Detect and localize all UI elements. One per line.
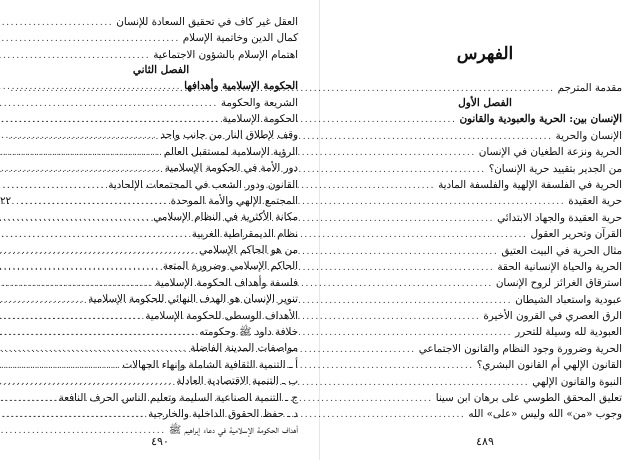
dot-leader (0, 31, 180, 47)
toc-entry[interactable] (348, 210, 622, 226)
toc-entry[interactable] (348, 341, 622, 357)
entry-title: د ـ حفظ الحقوق الداخلية والخارجية (148, 407, 298, 420)
entry-title: الحرية والحياة الإنسانية الحقة (497, 260, 622, 273)
toc-entry[interactable] (348, 177, 622, 193)
chapter-heading: الفصل الثاني (132, 64, 190, 77)
toc-entry[interactable] (24, 47, 298, 63)
entry-title: نظام الديمقراطية الغربية (191, 227, 298, 240)
entry-title: عبودية واستعباد الشيطان (515, 293, 622, 306)
entry-title: مثال الحرية في البيت العتيق (501, 244, 622, 257)
entry-title: الإنسان والحرية (555, 129, 622, 142)
entry-title: الرؤية الإسلامية لمستقبل العالم (163, 145, 298, 158)
entry-title: الحرية في الفلسفة الإلهية والفلسفة المادية (438, 178, 622, 191)
entry-title: وقف لإطلاق النار من جانب واحد (160, 129, 298, 142)
entry-title: تعليق المحقق الطوسي على برهان ابن سينا (435, 392, 622, 405)
entry-title: فلسفة وأهداف الحكومة الإسلامية (155, 276, 298, 289)
entry-title: كمال الدين وخاتمية الإسلام (182, 32, 298, 45)
dot-leader (21, 194, 565, 210)
entry-title: استرقاق الغرائز لروح الإنسان (495, 277, 622, 290)
entry-title: وجوب «من» الله وليس «على» الله (468, 408, 622, 421)
entry-title: الحكومة الإسلامية وأهدافها (184, 80, 298, 93)
entry-title: الرق العصري في القرون الأخيرة (483, 310, 622, 323)
toc-entry[interactable] (348, 161, 622, 177)
dot-leader (0, 358, 474, 374)
entry-title: الحكومة الإسلامية (222, 112, 298, 125)
entry-title: الحرية وضرورة وجود النظام والقانون الاجتماعي (418, 342, 622, 355)
dot-leader (10, 81, 554, 97)
entry-title: الأهداف الوسطى للحكومة الإسلامية (145, 309, 298, 322)
toc-entry[interactable] (348, 226, 622, 242)
entry-title: تنوير الإنسان هو الهدف النهائي للحكومة الإسلامية (88, 293, 298, 306)
toc-entry[interactable] (24, 14, 298, 30)
entry-title: ب ـ التنمية الاقتصادية العادلة (176, 375, 298, 388)
entry-title: الشريعة والحكومة (220, 96, 298, 109)
entry-title: العبودية لله وسيلة للتحرر (515, 326, 622, 339)
dot-leader (0, 309, 480, 325)
toc-entry[interactable] (348, 374, 622, 390)
entry-title: مكانة الأكثرية في النظام الإسلامي (153, 211, 298, 224)
page-number: ٤٨٩ (476, 435, 494, 448)
entry-title: ج ـ التنمية الصناعية السليمة وتعليم الناس الحرف النافعة (58, 391, 298, 404)
entry-title: دور الأمة في الحكومة الإسلامية (164, 162, 298, 175)
dot-leader (0, 178, 435, 194)
entry-title: حرية العقيدة والجهاد الابتدائي (497, 211, 622, 224)
entry-title: حرية العقيدة (568, 195, 622, 208)
entry-page (0, 128, 5, 144)
toc-entry[interactable] (348, 243, 622, 259)
toc-entry[interactable] (348, 259, 622, 275)
page-number: ٤٩٠ (151, 435, 169, 448)
toc-entry[interactable] (348, 292, 622, 308)
toc-entry[interactable] (348, 128, 622, 144)
chapter-entry[interactable] (348, 111, 622, 127)
entry-title: المجتمع الإلهي والأمة الموحدة (170, 194, 298, 207)
dot-leader (0, 15, 113, 31)
dot-leader (8, 129, 552, 145)
toc-title: الفهرس (456, 44, 514, 64)
entry-title: القانون الإلهي أم القانون البشري؟ (476, 359, 622, 372)
dot-leader (0, 96, 218, 112)
entry-title: الحرية ونزعة الطغيان في الإنسان (478, 146, 622, 159)
toc-entry[interactable] (348, 144, 622, 160)
dot-leader (0, 342, 416, 358)
dot-leader (0, 112, 456, 128)
entry-title: أهداف الحكومة الإسلامية في دعاء إبراهيم ﷺ (168, 424, 298, 437)
dot-leader (0, 293, 512, 309)
dot-leader (0, 260, 494, 276)
entry-title: اهتمام الإسلام بالشؤون الاجتماعية (153, 48, 298, 61)
dot-leader (0, 244, 498, 260)
entry-title: الحاكم الإسلامي وضرورة المتعة (162, 260, 298, 273)
entry-title: من هو الحاكم الإسلامي (198, 244, 298, 257)
dot-leader (0, 145, 476, 161)
entry-page: ٢٢ (0, 195, 12, 208)
toc-entry[interactable] (348, 406, 622, 422)
dot-leader (0, 211, 494, 227)
entry-title: القرآن وتحرير العقول (530, 228, 622, 241)
toc-entry[interactable] (348, 324, 622, 340)
entry-title: القانون ودور الشعب في المجتمعات الإلحادية (108, 178, 298, 191)
dot-leader (0, 375, 529, 391)
entry-title: العقل غير كاف في تحقيق السعادة للإنسان (116, 16, 298, 28)
toc-entry[interactable] (348, 357, 622, 373)
entry-title: الإنسان بين: الحرية والعبودية والقانون (459, 113, 622, 126)
entry-title: مواصفات المدينة الفاضلة (190, 342, 298, 355)
entry-title: من الجدير بتقييد حرية الإنسان؟ (488, 162, 622, 175)
left-top-entries (24, 14, 298, 63)
dot-leader (0, 227, 527, 243)
entry-page (0, 80, 7, 96)
dot-leader (0, 391, 433, 407)
dot-leader (0, 162, 486, 178)
dot-leader (0, 407, 465, 423)
toc-entry[interactable] (348, 308, 622, 324)
dot-leader (0, 325, 512, 341)
entry-title: خلافة داود ﷺ وحكومته (199, 326, 298, 339)
toc-entry[interactable] (24, 30, 298, 46)
entry-title: النبوة والقانون الإلهي (532, 375, 622, 388)
entry-title: أ ـ التنمية الثقافية الشاملة وإنهاء الجهالات (122, 358, 298, 371)
entry-title: مقدمة المترجم (557, 82, 622, 94)
chapter-heading: الفصل الأول (458, 97, 512, 110)
toc-entry[interactable] (348, 275, 622, 291)
toc-entry[interactable] (348, 390, 622, 406)
dot-leader (0, 276, 493, 292)
toc-entry[interactable] (348, 80, 622, 96)
dot-leader (0, 48, 150, 64)
